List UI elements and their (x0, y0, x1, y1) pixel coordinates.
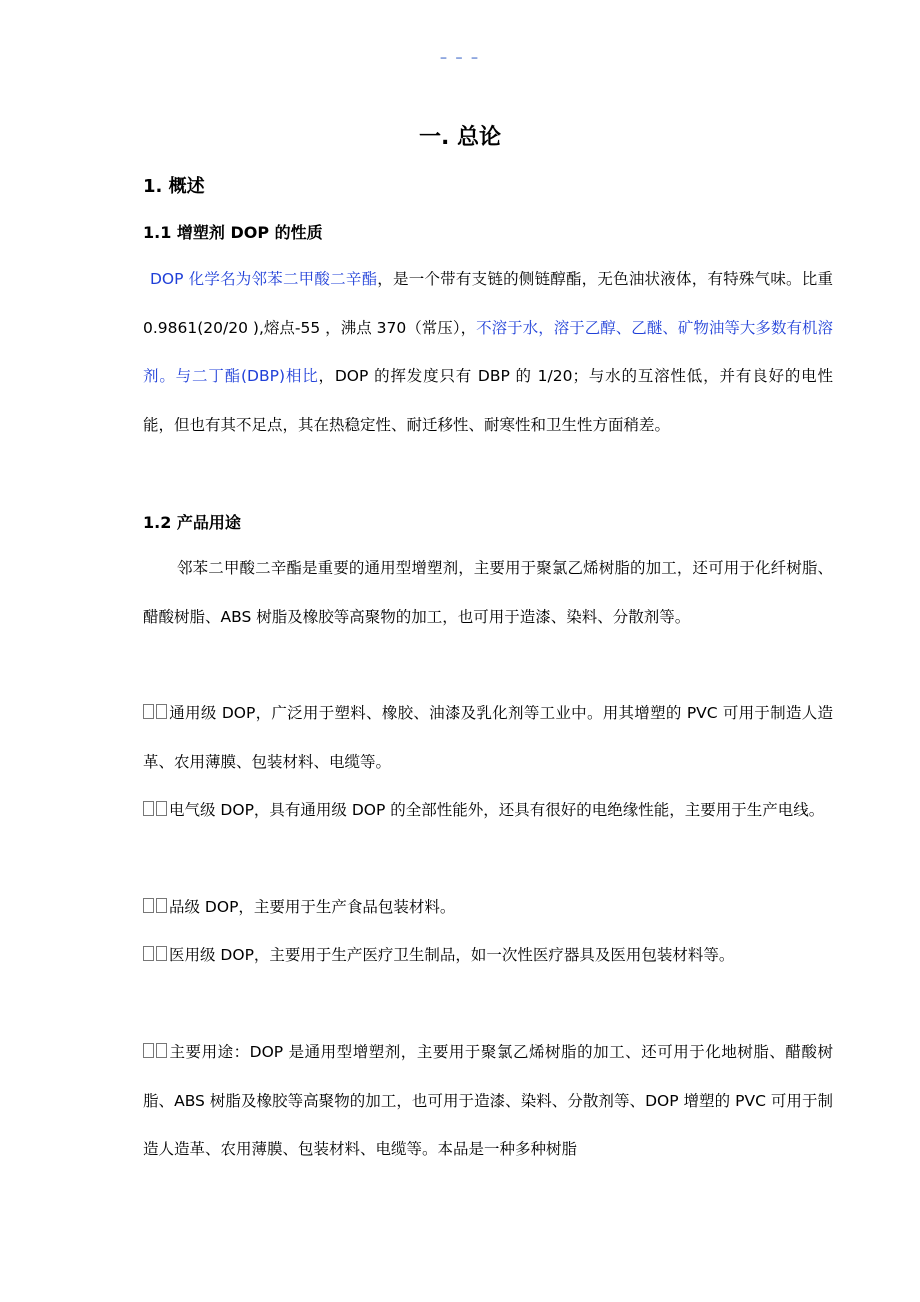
list-item-text: 医用级 DOP，主要用于生产医疗卫生制品，如一次性医疗器具及医用包装材料等。 (169, 946, 735, 964)
list-item-text: 通用级 DOP，广泛用于塑料、橡胶、油漆及乳化剂等工业中。用其增塑的 PVC 可用于制造人造革、农用薄膜、包装材料、电缆等。 (143, 704, 833, 771)
bullet-box-icon (156, 898, 167, 913)
list-item-text: 主要用途：DOP 是通用型增塑剂，主要用于聚氯乙烯树脂的加工、还可用于化地树脂、醋酸树脂、ABS 树脂及橡胶等高聚物的加工，也可用于造漆、染料、分散剂等、DOP 增塑的 PVC 可用于制造人造革、农用薄膜、包装材料、电缆等。本品是一种多种树脂 (143, 1043, 833, 1158)
list-item (143, 931, 833, 980)
uses-paragraph: 邻苯二甲酸二辛酯是重要的通用型增塑剂，主要用于聚氯乙烯树脂的加工，还可用于化纤树脂、醋酸树脂、ABS 树脂及橡胶等高聚物的加工，也可用于造漆、染料、分散剂等。 (143, 559, 833, 626)
paragraph-text: ，是一个带有支链的侧链醇酯，无色油状液体，有特殊气味。比重 0.9861(20/20 ),熔点-55 ，沸点 370（常压）， (143, 270, 833, 337)
list-item (143, 1028, 833, 1174)
list-item (143, 883, 833, 932)
paragraph-text: ，DOP 的挥发度只有 DBP 的 1/20；与水的互溶性低，并有良好的电性能，但也有其不足点，其在热稳定性、耐迁移性、耐寒性和卫生性方面稍差。 (143, 367, 833, 434)
bullet-box-icon (143, 1043, 154, 1058)
bullet-box-icon (143, 898, 154, 913)
bullet-box-icon (156, 801, 167, 816)
properties-paragraph (143, 255, 833, 449)
bullet-box-icon (143, 946, 154, 961)
bullet-box-icon (156, 704, 167, 719)
bullet-box-icon (156, 946, 167, 961)
section-heading-overview: 1. 概述 (143, 176, 205, 197)
bullet-box-icon (143, 801, 154, 816)
page-header-mark: – – – (440, 50, 480, 66)
list-item (143, 786, 833, 835)
subsection-heading-properties: 1.1 增塑剂 DOP 的性质 (143, 223, 323, 242)
chapter-title: 一. 总论 (418, 125, 502, 150)
bullet-box-icon (143, 704, 154, 719)
subsection-heading-uses: 1.2 产品用途 (143, 513, 241, 532)
list-item-text: 品级 DOP，主要用于生产食品包装材料。 (169, 898, 456, 916)
bullet-box-icon (156, 1043, 167, 1058)
highlighted-text: 不溶于水，溶于乙醇、乙醚、矿物油等大多数有机溶剂。与二丁酯(DBP)相比 (143, 318, 833, 385)
list-item (143, 689, 833, 786)
highlighted-text: DOP 化学名为邻苯二甲酸二辛酯 (150, 270, 378, 288)
list-item-text: 电气级 DOP，具有通用级 DOP 的全部性能外，还具有很好的电绝缘性能，主要用于生产电线。 (169, 801, 825, 819)
